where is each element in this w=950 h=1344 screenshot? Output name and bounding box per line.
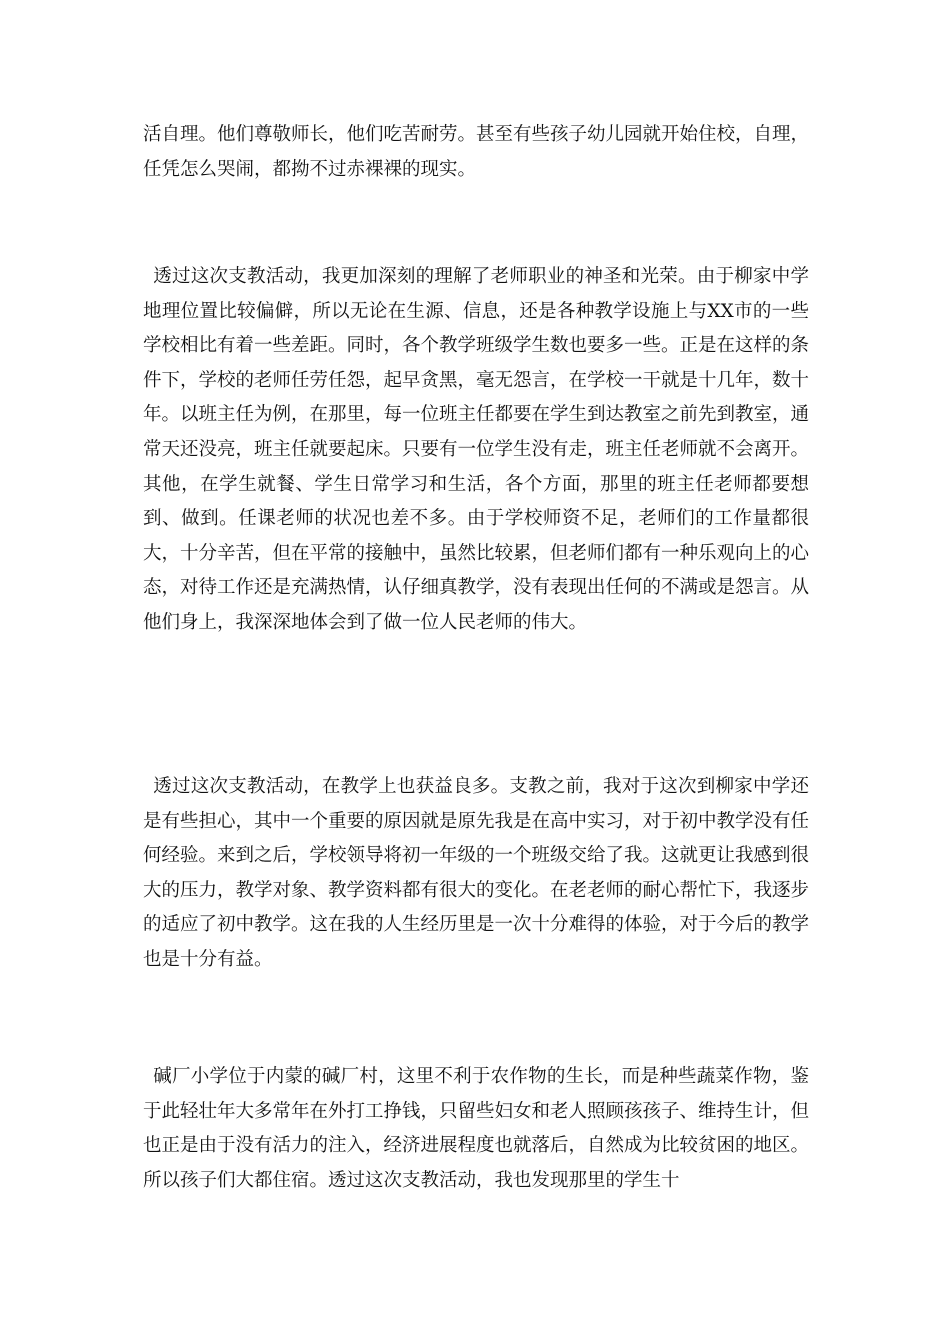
paragraph-jianchang-school <box>143 1060 809 1198</box>
paragraph-teaching-gains <box>143 770 809 978</box>
paragraph-text: 活自理。他们尊敬师长，他们吃苦耐劳。甚至有些孩子幼儿园就开始住校，自理，任凭怎么哭闹，都拗不过赤裸裸的现实。 <box>143 124 810 180</box>
paragraph-text: 透过这次支教活动，在教学上也获益良多。支教之前，我对于这次到柳家中学还是有些担心，其中一个重要的原因就是原先我是在高中实习，对于初中教学没有任何经验。来到之后，学校领导将初一年级的一个班级交给了我。这就更让我感到很大的压力，教学对象、教学资料都有很大的变化。在老老师的耐心帮忙下，我逐步的适应了初中教学。这在我的人生经历里是一次十分难得的体验，对于今后的教学也是十分有益。 <box>143 776 810 970</box>
paragraph-teaching-profession <box>143 260 809 641</box>
paragraph-continuation <box>143 118 809 187</box>
paragraph-text: 透过这次支教活动，我更加深刻的理解了老师职业的神圣和光荣。由于柳家中学地理位置比较偏僻，所以无论在生源、信息，还是各种教学设施上与XX市的一些学校相比有着一些差距。同时，各个教学班级学生数也要多一些。正是在这样的条件下，学校的老师任劳任怨，起早贪黑，毫无怨言，在学校一干就是十几年，数十年。以班主任为例，在那里，每一位班主任都要在学生到达教室之前先到教室，通常天还没亮，班主任就要起床。只要有一位学生没有走，班主任老师就不会离开。其他，在学生就餐、学生日常学习和生活，各个方面，那里的班主任老师都要想到、做到。任课老师的状况也差不多。由于学校师资不足，老师们的工作量都很大，十分辛苦，但在平常的接触中，虽然比较累，但老师们都有一种乐观向上的心态，对待工作还是充满热情，认仔细真教学，没有表现出任何的不满或是怨言。从他们身上，我深深地体会到了做一位人民老师的伟大。 <box>143 266 810 633</box>
paragraph-text: 碱厂小学位于内蒙的碱厂村，这里不利于农作物的生长，而是种些蔬菜作物，鉴于此轻壮年大多常年在外打工挣钱，只留些妇女和老人照顾孩孩子、维持生计，但也正是由于没有活力的注入，经济进展程度也就落后，自然成为比较贫困的地区。所以孩子们大都住宿。透过这次支教活动，我也发现那里的学生十 <box>143 1066 810 1191</box>
